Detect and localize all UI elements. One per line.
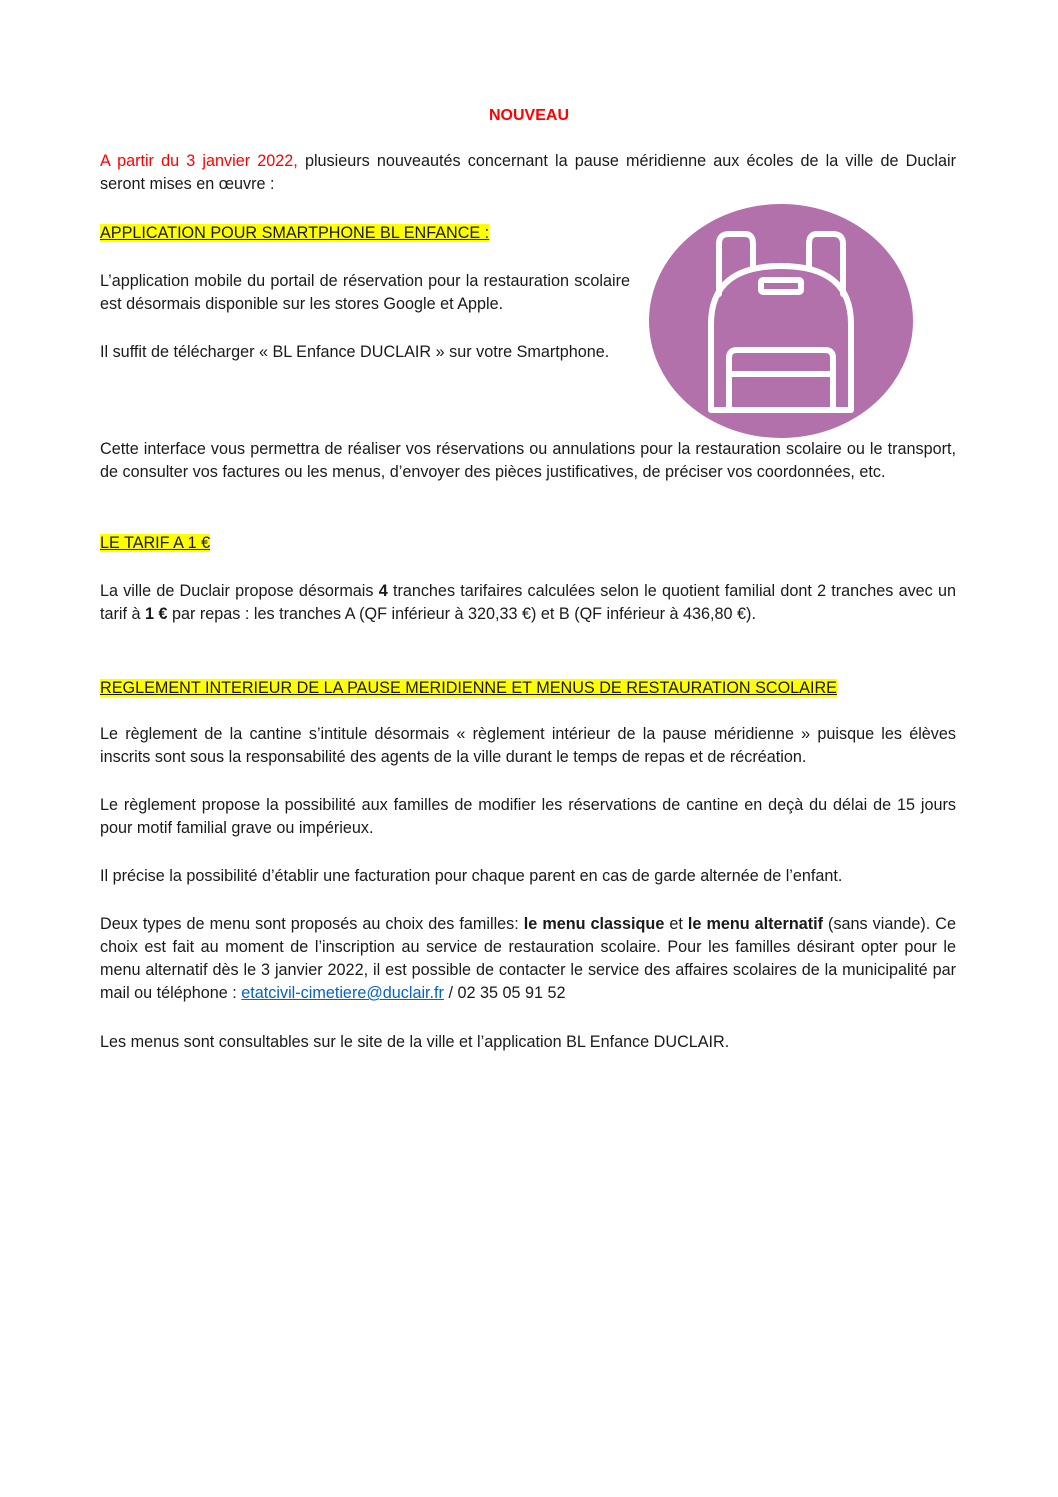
page-title: NOUVEAU xyxy=(488,107,569,124)
reglement-paragraph-5: Les menus sont consultables sur le site de la ville et l’application BL Enfance DUCLAIR. xyxy=(100,1033,730,1051)
intro-date: A partir du 3 janvier 2022, xyxy=(100,152,298,170)
backpack-icon xyxy=(649,204,913,438)
section-heading-tarif: LE TARIF A 1 € xyxy=(100,534,211,552)
application-paragraph-3: Cette interface vous permettra de réaliser vos réservations ou annulations pour la restauration scolaire ou le transport, de consulter vos factures ou les menus, d’envoyer des pièces justificatives, de préciser vos coordonnées, etc. xyxy=(100,440,956,481)
reglement-paragraph-1: Le règlement de la cantine s’intitule désormais « règlement intérieur de la pause méridienne » puisque les élèves inscrits sont sous la responsabilité des agents de la ville durant le temps de repas et de récréation. xyxy=(100,725,956,766)
reglement-paragraph-4: Deux types de menu sont proposés au choix des familles: le menu classique et le menu alternatif (sans viande). Ce choix est fait au moment de l’inscription au service de restauration scolaire. Pour les familles désirant opter pour le menu alternatif dès le 3 janvier 2022, il est possible de contacter le service des affaires scolaires de la municipalité par mail ou téléphone : etatcivil-cimetiere@duclair.fr / 02 35 05 91 52 xyxy=(100,915,956,1002)
email-link[interactable]: etatcivil-cimetiere@duclair.fr xyxy=(241,984,444,1002)
reglement-paragraph-3: Il précise la possibilité d’établir une facturation pour chaque parent en cas de garde alternée de l’enfant. xyxy=(100,867,843,885)
section-heading-reglement: REGLEMENT INTERIEUR DE LA PAUSE MERIDIENNE ET MENUS DE RESTAURATION SCOLAIRE xyxy=(100,679,837,697)
intro-paragraph xyxy=(100,150,956,196)
application-paragraph-2: Il suffit de télécharger « BL Enfance DUCLAIR » sur votre Smartphone. xyxy=(100,343,610,361)
intro-text: plusieurs nouveautés concernant la pause méridienne aux écoles de la ville de Duclair seront mises en œuvre : xyxy=(100,152,956,193)
reglement-paragraph-2: Le règlement propose la possibilité aux familles de modifier les réservations de cantine en deçà du délai de 15 jours pour motif familial grave ou impérieux. xyxy=(100,796,956,837)
application-paragraph-1: L’application mobile du portail de réservation pour la restauration scolaire est désormais disponible sur les stores Google et Apple. xyxy=(100,272,630,313)
backpack-badge xyxy=(649,204,913,438)
tarif-paragraph: La ville de Duclair propose désormais 4 tranches tarifaires calculées selon le quotient familial dont 2 tranches avec un tarif à 1 € par repas : les tranches A (QF inférieur à 320,33 €) et B (QF inférieur à 436,80 €). xyxy=(100,582,956,623)
phone-number: / 02 35 05 91 52 xyxy=(443,984,566,1002)
section-heading-application: APPLICATION POUR SMARTPHONE BL ENFANCE : xyxy=(100,224,490,242)
